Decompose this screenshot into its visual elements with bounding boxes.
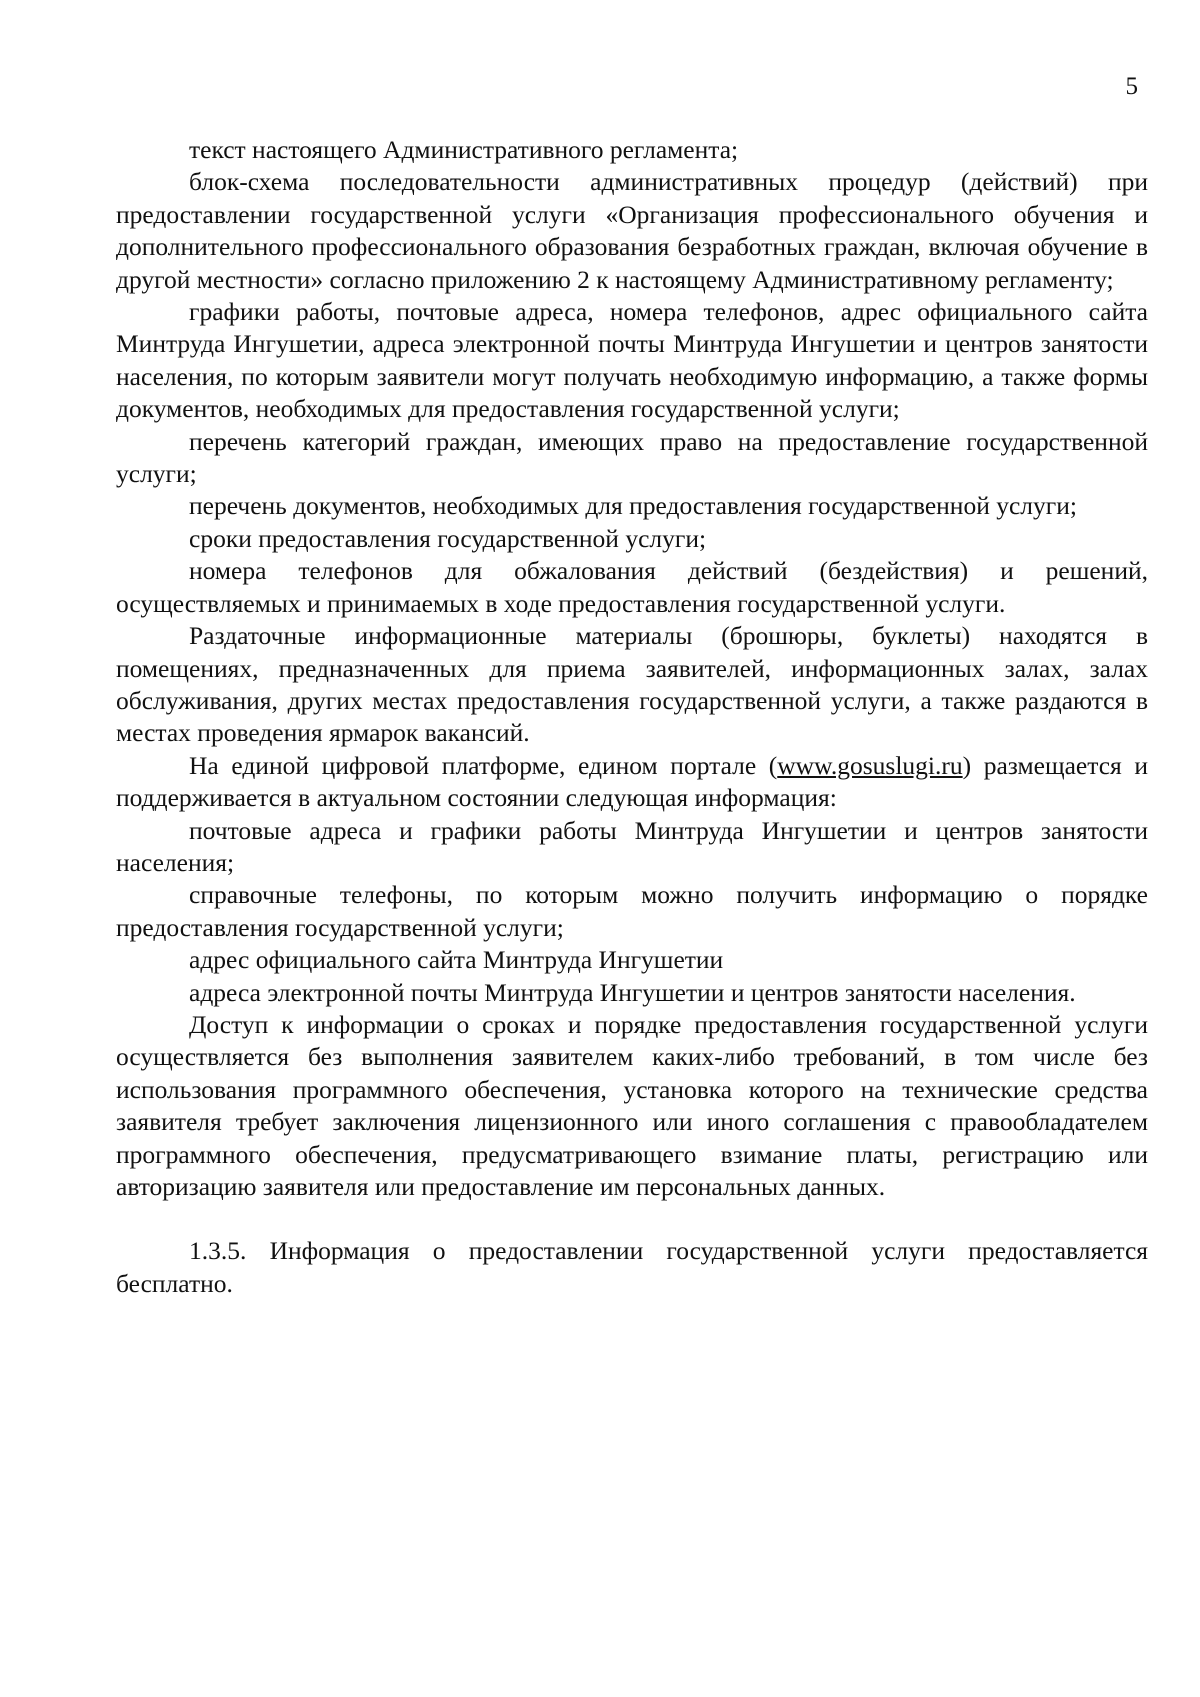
paragraph-handout-materials: Раздаточные информационные материалы (брошюры, буклеты) находятся в помещениях, предназначенных для приема заявителей, информационных залах, залах обслуживания, других местах предоставления государственной услуги, а также раздаются в местах проведения ярмарок вакансий.: [116, 621, 1148, 748]
portal-text-before: На единой цифровой платформе, едином портале (: [189, 750, 778, 780]
paragraph-regulation-text: текст настоящего Административного регламента;: [189, 135, 739, 164]
gosuslugi-link[interactable]: www.gosuslugi.ru: [777, 750, 963, 780]
paragraph-citizen-categories: перечень категорий граждан, имеющих право на предоставление государственной услуги;: [116, 426, 1148, 489]
paragraph-schedules-contacts: графики работы, почтовые адреса, номера телефонов, адрес официального сайта Минтруда Ингушетии, адреса электронной почты Минтруда Ингушетии и центров занятости населения, по которым заявители могут получать необходимую информацию, а также формы документов, необходимых для предоставления государственной услуги;: [116, 297, 1148, 424]
document-body: [116, 134, 1148, 1300]
paragraph-section-1-3-5: 1.3.5. Информация о предоставлении государственной услуги предоставляется бесплатно.: [116, 1236, 1148, 1298]
paragraph-service-terms: сроки предоставления государственной услуги;: [189, 523, 707, 553]
paragraph-official-site: адрес официального сайта Минтруда Ингушетии: [189, 945, 724, 975]
paragraph-block-diagram: блок-схема последовательности административных процедур (действий) при предоставлении государственной услуги «Организация профессионального обучения и дополнительного профессионального образования безработных граждан, включая обучение в другой местности» согласно приложению 2 к настоящему Административному регламенту;: [116, 167, 1148, 294]
paragraph-free-access: Доступ к информации о сроках и порядке предоставления государственной услуги осуществляется без выполнения заявителем каких-либо требований, в том числе без использования программного обеспечения, установка которого на технические средства заявителя требует заключения лицензионного или иного соглашения с правообладателем программного обеспечения, предусматривающего взимание платы, регистрацию или авторизацию заявителя или предоставление им персональных данных.: [116, 1009, 1148, 1201]
paragraph-reference-phones: справочные телефоны, по которым можно получить информацию о порядке предоставления государственной услуги;: [116, 880, 1148, 942]
paragraph-email-addresses: адреса электронной почты Минтруда Ингушетии и центров занятости населения.: [189, 977, 1076, 1007]
paragraph-documents-list: перечень документов, необходимых для предоставления государственной услуги;: [189, 491, 1077, 521]
paragraph-postal-addresses: почтовые адреса и графики работы Минтруда Ингушетии и центров занятости населения;: [116, 815, 1148, 877]
paragraph-portal-info: [116, 750, 1148, 815]
page-number: 5: [1125, 73, 1138, 100]
paragraph-appeal-phones: номера телефонов для обжалования действий (бездействия) и решений, осуществляемых и принимаемых в ходе предоставления государственной услуги.: [116, 556, 1148, 618]
portal-text-after: ) размещается и поддерживается в актуальном состоянии следующая информация:: [116, 750, 1148, 813]
